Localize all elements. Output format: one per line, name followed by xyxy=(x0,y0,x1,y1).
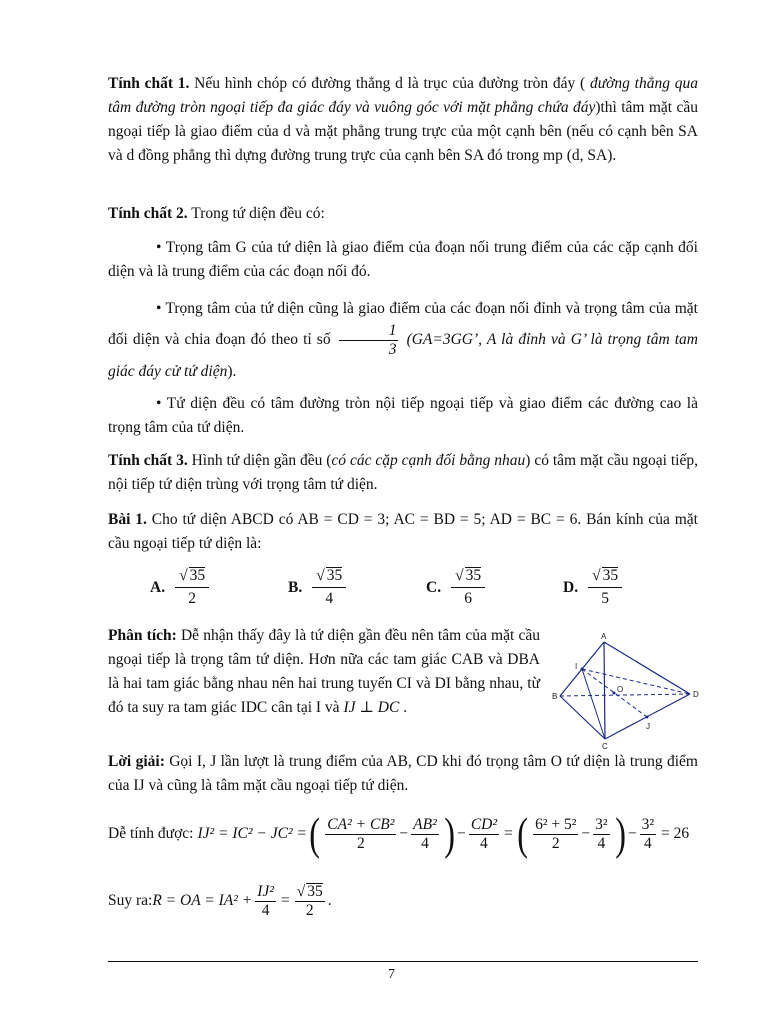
analysis-math: IJ ⊥ DC xyxy=(343,699,400,716)
equation-1-lhs: IJ² = IC² − JC² = xyxy=(197,825,307,842)
answer-option-d[interactable]: D. √ 35 5 xyxy=(563,567,622,608)
answer-option-a[interactable]: A. √ 35 2 xyxy=(150,567,209,608)
equation-1: Dễ tính được: IJ² = IC² − JC² = ( $\frac{\text{CA² + CB²}}{2}$ − $\frac{\text{AB²}}{4}$ ) − $\frac{\text{CD²}}{4}$ = ( $\frac{\text{6² + 5²}}{2}$ − $\frac{\text{3²}}{4}$ ) − $\frac{\text{3²}}{4}$ = 26 xyxy=(108,808,690,859)
exercise-1-text: Cho tứ diện ABCD có AB = CD = 3; AC = BD = 5; AD = BC = 6. Bán kính của mặt cầu ngoại tiếp tứ diện là: xyxy=(108,511,698,552)
exercise-1-paragraph xyxy=(108,508,698,556)
property-2-bullet-3 xyxy=(108,392,698,440)
property-3-title: Tính chất 3. xyxy=(108,452,188,469)
property-1-text: Nếu hình chóp có đường thẳng d là trục của đường tròn đáy ( xyxy=(189,75,590,92)
bullet-1-text: Trọng tâm G của tứ diện là giao điểm của đoạn nối trung điểm của các cặp cạnh đối diện và là trung điểm của các đoạn nối đó. xyxy=(108,239,698,280)
answer-option-b[interactable]: B. √ 35 4 xyxy=(288,567,346,608)
equation-1-result: = 26 xyxy=(661,825,690,842)
bullet-icon: • xyxy=(156,239,162,256)
point-i xyxy=(581,668,584,671)
edge-ac xyxy=(604,642,605,739)
answer-option-c[interactable]: C. √ 35 6 xyxy=(426,567,485,608)
property-3-text: Hình tứ diện gần đều ( xyxy=(187,452,332,469)
property-2-heading xyxy=(108,202,698,226)
page-number: 7 xyxy=(388,967,395,982)
solution-title: Lời giải: xyxy=(108,753,165,770)
label-b: B xyxy=(552,692,558,701)
analysis-title: Phân tích: xyxy=(108,627,177,644)
solution-text: Gọi I, J lần lượt là trung điểm của AB, CD khi đó trọng tâm O tứ diện là trung điểm của IJ và cũng là tâm mặt cầu ngoại tiếp tứ diện. xyxy=(108,753,698,794)
property-1-italic: đường thẳng qua tâm đường tròn ngoại tiếp đa giác đáy và vuông góc với mặt phẳng chứa đáy xyxy=(108,75,698,116)
property-2-bullet-2 xyxy=(108,296,698,385)
label-d: D xyxy=(693,690,699,699)
point-o xyxy=(613,692,616,695)
label-o: O xyxy=(617,685,624,694)
property-3-italic: có các cặp cạnh đối bằng nhau xyxy=(331,452,526,469)
ratio-fraction: $\frac{1}{3}$ xyxy=(339,322,399,359)
tetrahedron-figure xyxy=(552,632,702,752)
exercise-1-title: Bài 1. xyxy=(108,511,147,528)
bullet-icon: • xyxy=(156,395,162,412)
bullet-2-text: Trọng tâm của tứ diện cũng là giao điểm của các đoạn nối đỉnh và trọng tâm của mặt đối diện và chia đoạn đó theo tỉ số xyxy=(108,300,698,349)
solution-paragraph xyxy=(108,750,698,798)
property-3-text-2: ) có tâm mặt cầu ngoại tiếp, nội tiếp tứ diện trùng với trọng tâm tứ diện. xyxy=(108,452,698,493)
point-j xyxy=(646,716,649,719)
equation-2-lhs: R = OA = IA² + xyxy=(152,892,253,909)
analysis-paragraph: Phân tích: Dễ nhận thấy đây là tứ diện gần đều nên tâm của mặt cầu ngoại tiếp là trọng tâm tứ diện. Hơn nữa các tam giác CAB và DBA là hai tam giác bằng nhau nên hai trung tuyến CI và DI bằng nhau, từ đó ta suy ra tam giác IDC cân tại I và IJ ⊥ DC . xyxy=(108,627,540,716)
footer-divider xyxy=(108,961,698,962)
bullet-2-end: ). xyxy=(227,363,237,380)
property-1-text-2: )thì tâm mặt cầu ngoại tiếp là giao điểm của d và mặt phẳng trung trực của một cạnh bên (nếu có cạnh bên SA và d đồng phẳng thì dựng đường trung trực của cạnh bên SA đó trong mp (d, SA). xyxy=(108,99,698,164)
bullet-2-italic: (GA=3GG’, A là đỉnh và G’ là trọng tâm tam giác đáy cử tứ diện xyxy=(108,331,699,380)
edge-bd-hidden xyxy=(560,694,690,696)
property-2-text: Trong tứ diện đều có: xyxy=(187,205,325,222)
equation-2: Suy ra: R = OA = IA² + $\frac{\text{IJ²}}{4}$ = $\frac{√ 35}{2}$ . xyxy=(108,882,332,919)
segment-id xyxy=(582,669,690,694)
label-c: C xyxy=(602,742,608,751)
property-3-paragraph xyxy=(108,449,698,497)
analysis-text: Dễ nhận thấy đây là tứ diện gần đều nên tâm của mặt cầu ngoại tiếp là trọng tâm tứ diện. Hơn nữa các tam giác CAB và DBA là hai tam giác bằng nhau nên hai trung tuyến CI và DI bằng nhau, từ đó ta suy ra tam giác IDC cân tại I và xyxy=(108,627,540,716)
bullet-icon: • xyxy=(156,300,162,317)
label-a: A xyxy=(601,632,607,641)
property-1-title: Tính chất 1. xyxy=(108,75,190,92)
property-1-paragraph xyxy=(108,72,698,168)
label-i: I xyxy=(575,662,578,671)
answer-options xyxy=(150,567,690,617)
property-2-title: Tính chất 2. xyxy=(108,205,188,222)
label-j: J xyxy=(646,722,650,731)
bullet-3-text: Tứ diện đều có tâm đường tròn nội tiếp ngoại tiếp và giao điểm các đường cao là trọng tâm của tứ diện. xyxy=(108,395,698,436)
property-2-bullet-1 xyxy=(108,236,698,284)
